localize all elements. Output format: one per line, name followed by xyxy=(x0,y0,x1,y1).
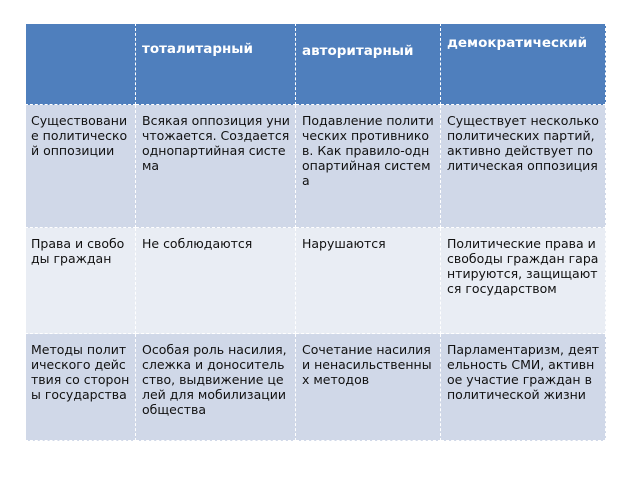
row-label-methods: Методы политического действия со стороны государства xyxy=(26,334,136,441)
header-authoritarian: авторитарный xyxy=(296,24,441,105)
header-row xyxy=(26,24,606,105)
cell-democratic-methods: Парламентаризм, деятельность СМИ, активное участие граждан в политической жизни xyxy=(441,334,606,441)
cell-authoritarian-opposition: Подавление политических противников. Как правило-однопартийная система xyxy=(296,105,441,228)
header-totalitarian: тоталитарный xyxy=(136,24,296,105)
cell-democratic-opposition: Существует несколько политических партий, активно действует политическая оппозиция xyxy=(441,105,606,228)
cell-democratic-rights: Политические права и свободы граждан гарантируются, защищаются государством xyxy=(441,228,606,334)
cell-totalitarian-opposition: Всякая оппозиция уничтожается. Создается однопартийная система xyxy=(136,105,296,228)
cell-totalitarian-methods: Особая роль насилия, слежка и доносительство, выдвижение целей для мобилизации общества xyxy=(136,334,296,441)
table-row xyxy=(26,228,606,334)
header-democratic: демократический xyxy=(441,24,606,105)
row-label-rights: Права и свободы граждан xyxy=(26,228,136,334)
row-label-opposition: Существование политической оппозиции xyxy=(26,105,136,228)
comparison-table xyxy=(25,23,606,441)
header-corner-cell xyxy=(26,24,136,105)
table-row xyxy=(26,334,606,441)
cell-authoritarian-methods: Сочетание насилия и ненасильственных методов xyxy=(296,334,441,441)
cell-totalitarian-rights: Не соблюдаются xyxy=(136,228,296,334)
cell-authoritarian-rights: Нарушаются xyxy=(296,228,441,334)
table-row xyxy=(26,105,606,228)
